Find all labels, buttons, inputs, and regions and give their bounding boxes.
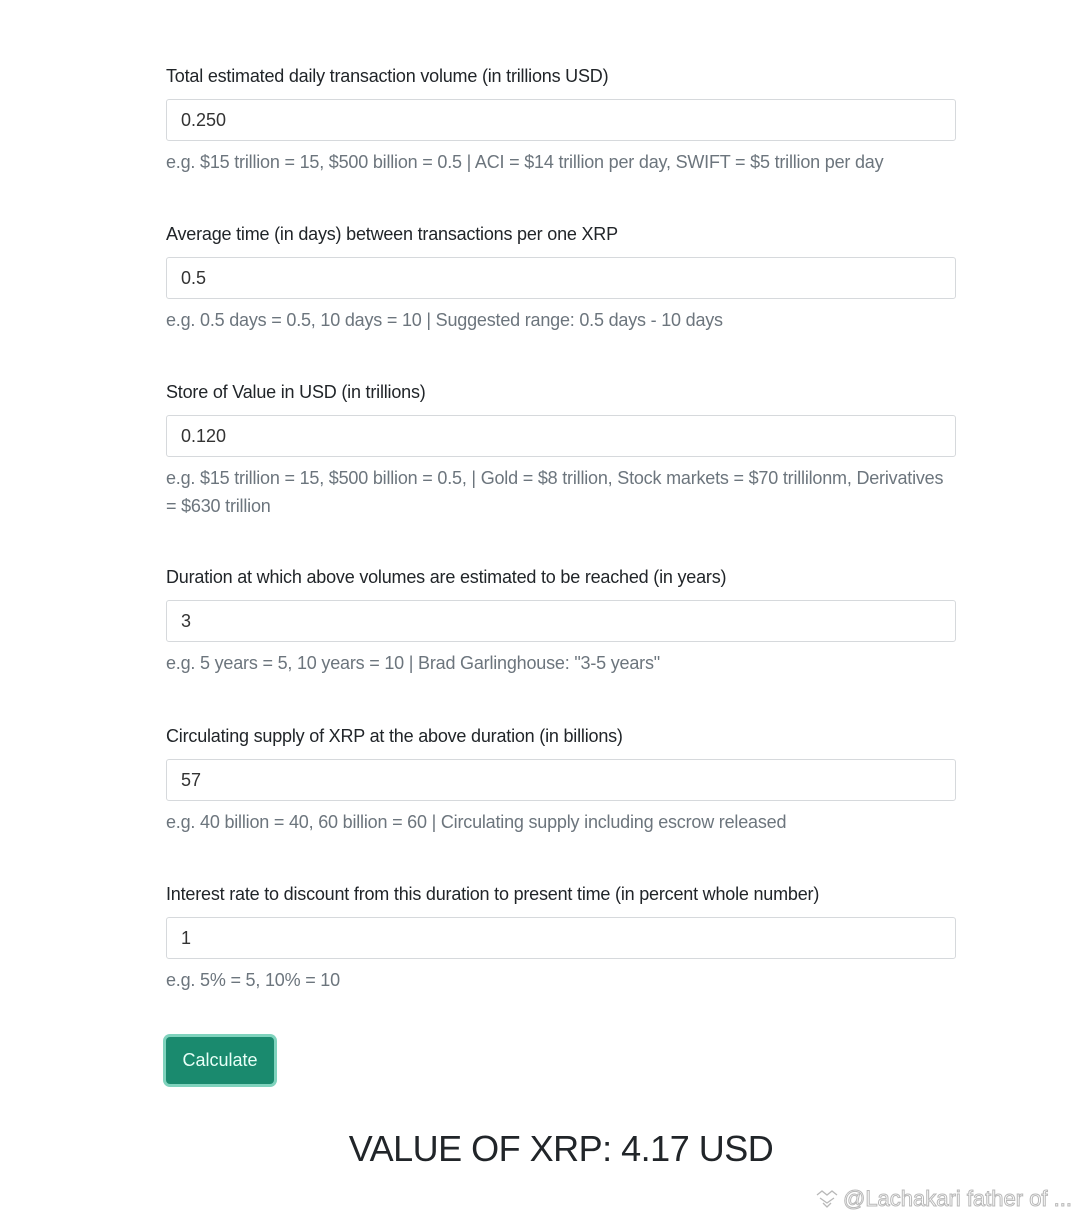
avg-time-input[interactable]: 0.5 xyxy=(166,257,956,299)
watermark xyxy=(815,1186,1072,1212)
field-label: Interest rate to discount from this duration to present time (in percent whole number) xyxy=(166,884,820,904)
store-of-value-input[interactable]: 0.120 xyxy=(166,415,956,457)
field-circulating-supply xyxy=(166,724,956,836)
field-avg-time xyxy=(166,222,956,334)
field-daily-volume xyxy=(166,64,956,176)
field-label: Average time (in days) between transactions per one XRP xyxy=(166,224,618,244)
field-help: e.g. 5 years = 5, 10 years = 10 | Brad Garlinghouse: "3-5 years" xyxy=(166,653,660,673)
interest-rate-input[interactable]: 1 xyxy=(166,917,956,959)
xrp-value-result: VALUE OF XRP: 4.17 USD xyxy=(348,1128,774,1169)
field-duration xyxy=(166,565,956,677)
diamond-logo-icon xyxy=(815,1189,839,1209)
field-label: Total estimated daily transaction volume (in trillions USD) xyxy=(166,66,609,86)
field-help: e.g. 0.5 days = 0.5, 10 days = 10 | Suggested range: 0.5 days - 10 days xyxy=(166,310,723,330)
duration-input[interactable]: 3 xyxy=(166,600,956,642)
field-help: e.g. $15 trillion = 15, $500 billion = 0.5, | Gold = $8 trillion, Stock markets = $70 trillilonm, Derivatives = $630 trillion xyxy=(166,468,944,516)
calculate-button[interactable]: Calculate xyxy=(166,1037,274,1084)
field-label: Duration at which above volumes are estimated to be reached (in years) xyxy=(166,567,727,587)
field-label: Store of Value in USD (in trillions) xyxy=(166,382,426,402)
field-help: e.g. 5% = 5, 10% = 10 xyxy=(166,970,340,990)
field-interest-rate xyxy=(166,882,956,994)
field-help: e.g. $15 trillion = 15, $500 billion = 0.5 | ACI = $14 trillion per day, SWIFT = $5 trillion per day xyxy=(166,152,884,172)
circulating-supply-input[interactable]: 57 xyxy=(166,759,956,801)
field-help: e.g. 40 billion = 40, 60 billion = 60 | Circulating supply including escrow released xyxy=(166,812,787,832)
field-label: Circulating supply of XRP at the above duration (in billions) xyxy=(166,726,623,746)
field-store-of-value xyxy=(166,380,956,520)
watermark-text: @Lachakari father of ... xyxy=(842,1186,1072,1211)
daily-volume-input[interactable]: 0.250 xyxy=(166,99,956,141)
